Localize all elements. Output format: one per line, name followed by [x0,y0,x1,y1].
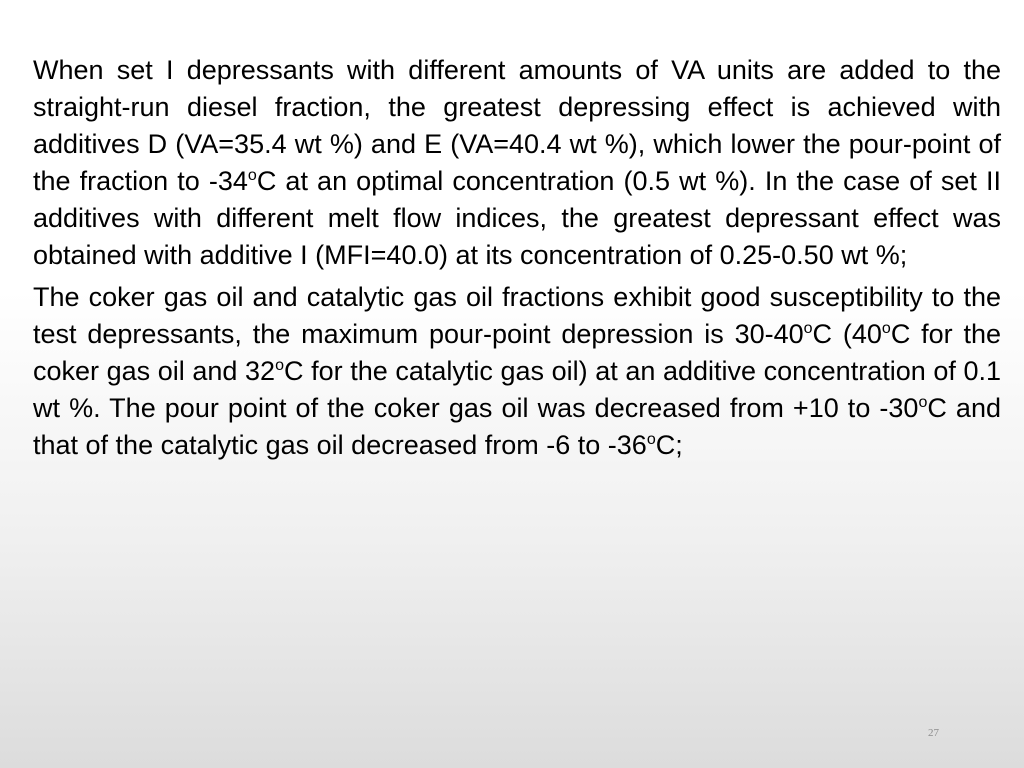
paragraph-set-i-ii-depressants [33,52,1001,274]
text-run: C and that of the catalytic gas oil decreased from -6 to -36 [33,393,1001,460]
degree-superscript: o [247,167,257,184]
slide-body [33,52,1001,469]
slide-number: 27 [928,727,939,739]
degree-superscript: o [275,357,284,374]
degree-superscript: o [881,320,891,337]
text-run: When set I depressants with different amounts of VA units are added to the straight-run diesel fraction, the greatest depressing effect is achieved with additives D (VA=35.4 wt %) and E (VA=40.4 wt %), which lower the pour-point of the fraction to -34 [33,55,1001,196]
text-run: C for the coker gas oil and 32 [33,319,1002,386]
text-run: C; [655,430,683,460]
text-run: C (40 [812,319,882,349]
degree-superscript: o [803,320,813,337]
degree-superscript: o [918,394,928,411]
text-run: C at an optimal concentration (0.5 wt %). In the case of set II additives with different melt flow indices, the greatest depressant effect was obtained with additive I (MFI=40.0) at its concentration of 0.25-0.50 wt %; [33,166,1001,270]
degree-superscript: o [646,431,656,448]
text-run: The coker gas oil and catalytic gas oil fractions exhibit good susceptibility to the test depressants, the maximum pour-point depression is 30-40 [33,282,1001,349]
paragraph-gas-oil-fractions [33,279,1001,464]
text-run: C for the catalytic gas oil) at an additive concentration of 0.1 wt %. The pour point of the coker gas oil was decreased from +10 to -30 [33,356,1002,423]
